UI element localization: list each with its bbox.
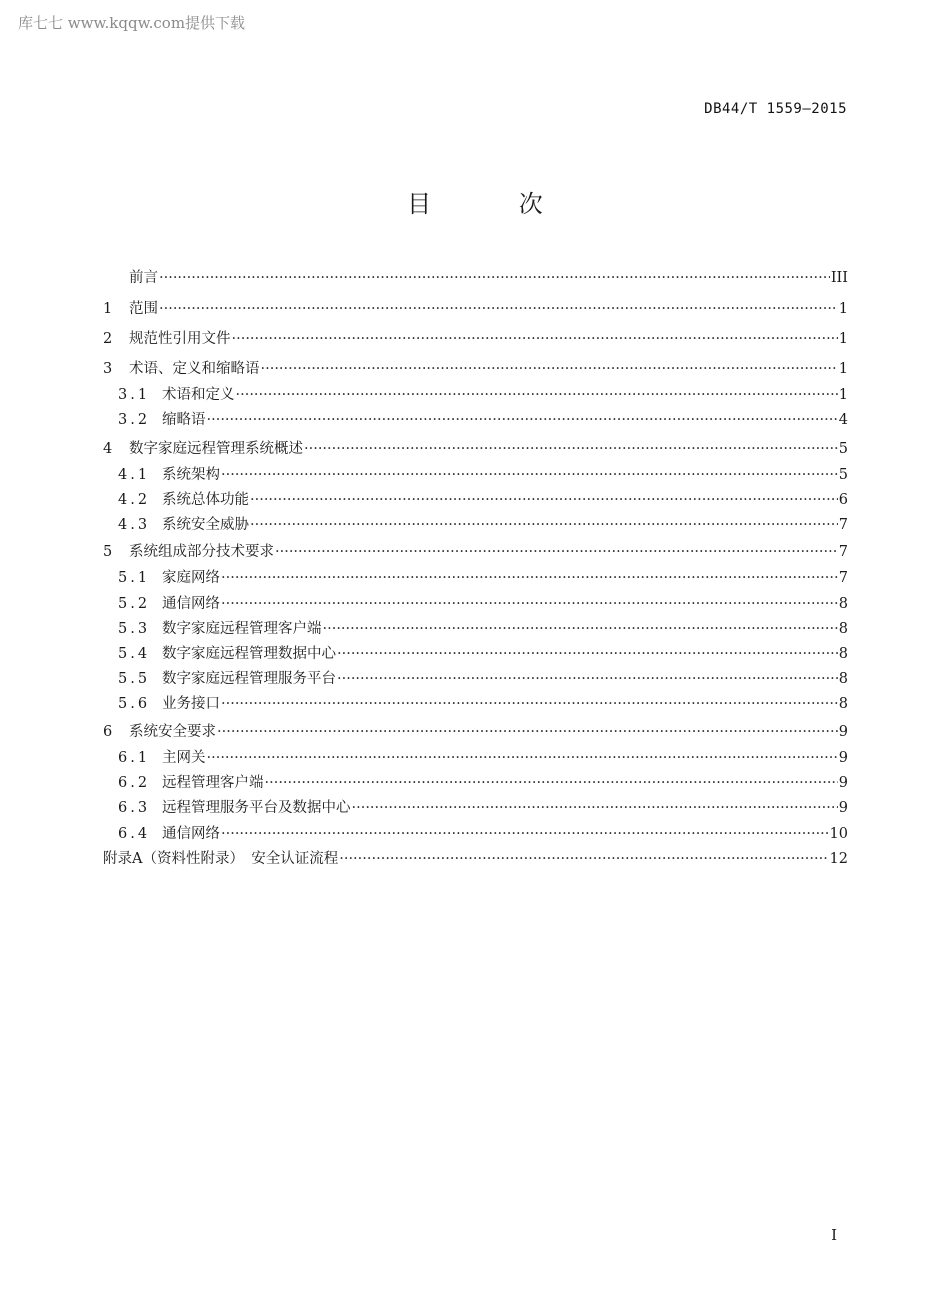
toc-entry-page: 5 [838, 441, 848, 457]
toc-entry-label: 系统总体功能 [162, 492, 249, 508]
toc-dot-leader [221, 570, 838, 586]
toc-entry[interactable] [103, 822, 848, 842]
toc-dot-leader [159, 270, 830, 286]
toc-entry-page: 7 [838, 544, 848, 560]
toc-dot-leader [265, 775, 838, 791]
toc-entry-page: 7 [838, 570, 848, 586]
toc-entry-page: 9 [838, 750, 848, 766]
toc-entry-page: 8 [838, 646, 848, 662]
toc-entry-page: III [830, 270, 848, 286]
toc-entry[interactable] [103, 357, 848, 377]
toc-entry-label: 家庭网络 [162, 570, 220, 586]
toc-entry-label: 通信网络 [162, 826, 220, 842]
toc-dot-leader [232, 331, 838, 347]
toc-entry[interactable] [103, 771, 848, 791]
toc-entry-number: 6 [103, 724, 113, 740]
toc-entry[interactable] [103, 642, 848, 662]
toc-entry-label: 远程管理客户端 [162, 775, 264, 791]
toc-dot-leader [159, 301, 838, 317]
toc-entry-page: 7 [838, 517, 848, 533]
toc-entry-number: 4.1 [118, 467, 151, 483]
toc-entry-number: 5.1 [118, 570, 151, 586]
toc-entry-number: 6.4 [118, 826, 151, 842]
toc-dot-leader [221, 696, 838, 712]
toc-entry-label: 通信网络 [162, 596, 220, 612]
toc-entry-number: 6.3 [118, 800, 151, 816]
toc-entry-page: 12 [829, 851, 848, 867]
toc-entry-number: 6.1 [118, 750, 151, 766]
toc-dot-leader [250, 517, 838, 533]
toc-entry[interactable] [103, 667, 848, 687]
toc-entry-number: 4.2 [118, 492, 151, 508]
toc-entry[interactable] [103, 847, 848, 867]
watermark-text: 库七七 www.kqqw.com提供下载 [18, 14, 246, 32]
toc-entry[interactable] [103, 796, 848, 816]
toc-entry-label: 系统安全威胁 [162, 517, 249, 533]
toc-entry-label: 前言 [129, 270, 158, 286]
toc-entry-label: 附录A（资料性附录） 安全认证流程 [103, 851, 339, 867]
toc-entry-page: 10 [829, 826, 848, 842]
toc-dot-leader [261, 361, 838, 377]
toc-entry-page: 1 [838, 387, 848, 403]
toc-entry[interactable] [103, 266, 848, 286]
toc-entry-label: 主网关 [162, 750, 206, 766]
toc-entry-page: 8 [838, 621, 848, 637]
toc-entry-page: 6 [838, 492, 848, 508]
toc-entry-label: 术语、定义和缩略语 [129, 361, 260, 377]
toc-entry-page: 4 [838, 412, 848, 428]
toc-entry-number: 4 [103, 441, 113, 457]
toc-entry-page: 9 [838, 775, 848, 791]
toc-entry-label: 范围 [129, 301, 158, 317]
toc-entry-label: 系统安全要求 [129, 724, 216, 740]
page-title: 目 次 [407, 190, 583, 218]
toc-entry-number: 5.6 [118, 696, 151, 712]
toc-entry[interactable] [103, 463, 848, 483]
toc-entry-number: 5.3 [118, 621, 151, 637]
toc-entry-label: 数字家庭远程管理服务平台 [162, 671, 336, 687]
toc-entry-number: 2 [103, 331, 113, 347]
toc-dot-leader [339, 851, 828, 867]
toc-dot-leader [207, 750, 838, 766]
toc-entry[interactable] [103, 566, 848, 586]
toc-dot-leader [217, 724, 838, 740]
toc-dot-leader [236, 387, 838, 403]
toc-entry-number: 4.3 [118, 517, 151, 533]
toc-entry-number: 3.1 [118, 387, 151, 403]
toc-entry-number: 5.2 [118, 596, 151, 612]
toc-entry[interactable] [103, 327, 848, 347]
toc-dot-leader [352, 800, 838, 816]
toc-dot-leader [207, 412, 838, 428]
toc-dot-leader [337, 646, 838, 662]
toc-entry-page: 8 [838, 596, 848, 612]
toc-entry-label: 远程管理服务平台及数据中心 [162, 800, 351, 816]
toc-dot-leader [250, 492, 838, 508]
toc-dot-leader [221, 826, 829, 842]
toc-entry-page: 1 [838, 301, 848, 317]
toc-entry-label: 规范性引用文件 [129, 331, 231, 347]
toc-dot-leader [221, 467, 838, 483]
toc-entry-page: 9 [838, 800, 848, 816]
toc-entry-page: 8 [838, 696, 848, 712]
toc-entry-page: 9 [838, 724, 848, 740]
toc-entry-label: 数字家庭远程管理数据中心 [162, 646, 336, 662]
page-number: I [831, 1226, 837, 1244]
toc-entry[interactable] [103, 617, 848, 637]
toc-entry[interactable] [103, 437, 848, 457]
toc-entry-number: 1 [103, 301, 113, 317]
toc-entry-label: 缩略语 [162, 412, 206, 428]
toc-entry[interactable] [103, 746, 848, 766]
toc-entry-page: 5 [838, 467, 848, 483]
toc-entry[interactable] [103, 692, 848, 712]
toc-dot-leader [275, 544, 838, 560]
toc-entry[interactable] [103, 408, 848, 428]
toc-entry[interactable] [103, 592, 848, 612]
toc-dot-leader [323, 621, 838, 637]
toc-entry-number: 5.5 [118, 671, 151, 687]
standard-code: DB44/T 1559—2015 [704, 101, 847, 117]
toc-entry[interactable] [103, 720, 848, 740]
toc-entry-number: 3 [103, 361, 113, 377]
toc-entry[interactable] [103, 488, 848, 508]
toc-entry-label: 系统组成部分技术要求 [129, 544, 274, 560]
toc-entry-label: 数字家庭远程管理系统概述 [129, 441, 303, 457]
toc-entry-number: 3.2 [118, 412, 151, 428]
toc-entry-page: 8 [838, 671, 848, 687]
toc-entry-label: 业务接口 [162, 696, 220, 712]
toc-entry[interactable] [103, 297, 848, 317]
toc-entry-page: 1 [838, 331, 848, 347]
toc-dot-leader [221, 596, 838, 612]
toc-entry-label: 术语和定义 [162, 387, 235, 403]
toc-entry-page: 1 [838, 361, 848, 377]
toc-entry-number: 6.2 [118, 775, 151, 791]
toc-entry-number: 5.4 [118, 646, 151, 662]
toc-entry-label: 系统架构 [162, 467, 220, 483]
toc-entry[interactable] [103, 513, 848, 533]
toc-entry[interactable] [103, 383, 848, 403]
toc-dot-leader [337, 671, 838, 687]
toc-dot-leader [304, 441, 838, 457]
toc-entry-number: 5 [103, 544, 113, 560]
toc-entry-label: 数字家庭远程管理客户端 [162, 621, 322, 637]
toc-entry[interactable] [103, 540, 848, 560]
